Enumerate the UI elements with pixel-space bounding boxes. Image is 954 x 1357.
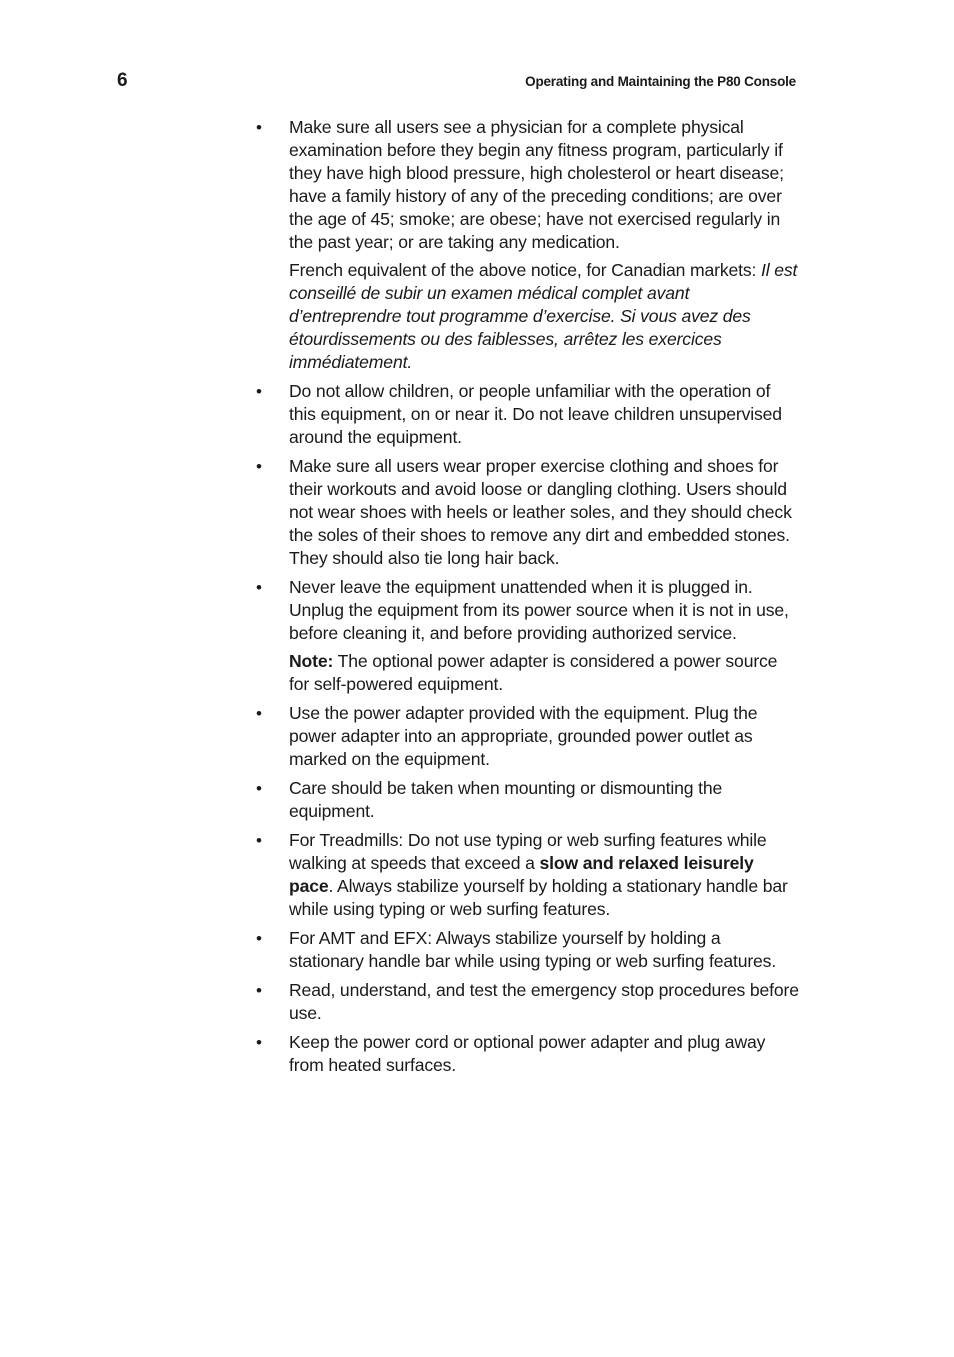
list-item <box>256 979 799 1025</box>
list-item-text: Read, understand, and test the emergency stop procedures before use. <box>289 980 799 1023</box>
list-item-text: Never leave the equipment unattended when it is plugged in. Unplug the equipment from its power source when it is not in use, before cleaning it, and before providing authorized service. <box>289 577 789 643</box>
list-item-text: Keep the power cord or optional power adapter and plug away from heated surfaces. <box>289 1032 766 1075</box>
list-item <box>256 1031 799 1077</box>
running-header-title: Operating and Maintaining the P80 Console <box>525 74 796 89</box>
note <box>289 650 799 696</box>
bullet-icon: • <box>256 981 262 1000</box>
bullet-icon: • <box>256 1033 262 1052</box>
list-item-text: Make sure all users wear proper exercise clothing and shoes for their workouts and avoid loose or dangling clothing. Users should not wear shoes with heels or leather soles, and they should check the soles of their shoes to remove any dirt and embedded stones. They should also tie long hair back. <box>289 456 792 568</box>
list-item-text: Care should be taken when mounting or dismounting the equipment. <box>289 778 723 821</box>
emphasis-text: slow and relaxed leisurely pace <box>289 853 754 896</box>
bullet-icon: • <box>256 118 262 137</box>
safety-bullet-list <box>256 116 799 1083</box>
bullet-icon: • <box>256 578 262 597</box>
bullet-icon: • <box>256 704 262 723</box>
bullet-icon: • <box>256 779 262 798</box>
list-item-text <box>289 829 799 921</box>
french-notice <box>289 259 799 374</box>
list-item <box>256 576 799 696</box>
french-notice-text: Il est conseillé de subir un examen médical complet avant d’entreprendre tout programme d’exercise. Si vous avez des étourdissements ou des faiblesses, arrêtez les exercices immédiatement. <box>289 260 798 372</box>
bullet-icon: • <box>256 831 262 850</box>
bullet-icon: • <box>256 382 262 401</box>
list-item <box>256 116 799 374</box>
text-segment: For Treadmills: Do not use typing or web surfing features while walking at speeds that exceed a <box>289 830 767 873</box>
bullet-icon: • <box>256 929 262 948</box>
list-item-text: Use the power adapter provided with the equipment. Plug the power adapter into an appropriate, grounded power outlet as marked on the equipment. <box>289 703 758 769</box>
list-item-text: Do not allow children, or people unfamiliar with the operation of this equipment, on or near it. Do not leave children unsupervised around the equipment. <box>289 381 782 447</box>
list-item <box>256 380 799 449</box>
note-label: Note: <box>289 651 334 671</box>
french-notice-lead: French equivalent of the above notice, for Canadian markets: <box>289 260 762 280</box>
text-segment: . Always stabilize yourself by holding a stationary handle bar while using typing or web surfing features. <box>289 876 788 919</box>
list-item <box>256 702 799 771</box>
note-text: The optional power adapter is considered a power source for self-powered equipment. <box>289 651 778 694</box>
list-item <box>256 927 799 973</box>
list-item <box>256 777 799 823</box>
list-item-text: For AMT and EFX: Always stabilize yourself by holding a stationary handle bar while using typing or web surfing features. <box>289 928 777 971</box>
list-item-text: Make sure all users see a physician for a complete physical examination before they begin any fitness program, particularly if they have high blood pressure, high cholesterol or heart disease; have a family history of any of the preceding conditions; are over the age of 45; smoke; are obese; have not exercised regularly in the past year; or are taking any medication. <box>289 117 784 252</box>
list-item <box>256 829 799 921</box>
list-item <box>256 455 799 570</box>
page-number: 6 <box>117 70 128 91</box>
bullet-icon: • <box>256 457 262 476</box>
